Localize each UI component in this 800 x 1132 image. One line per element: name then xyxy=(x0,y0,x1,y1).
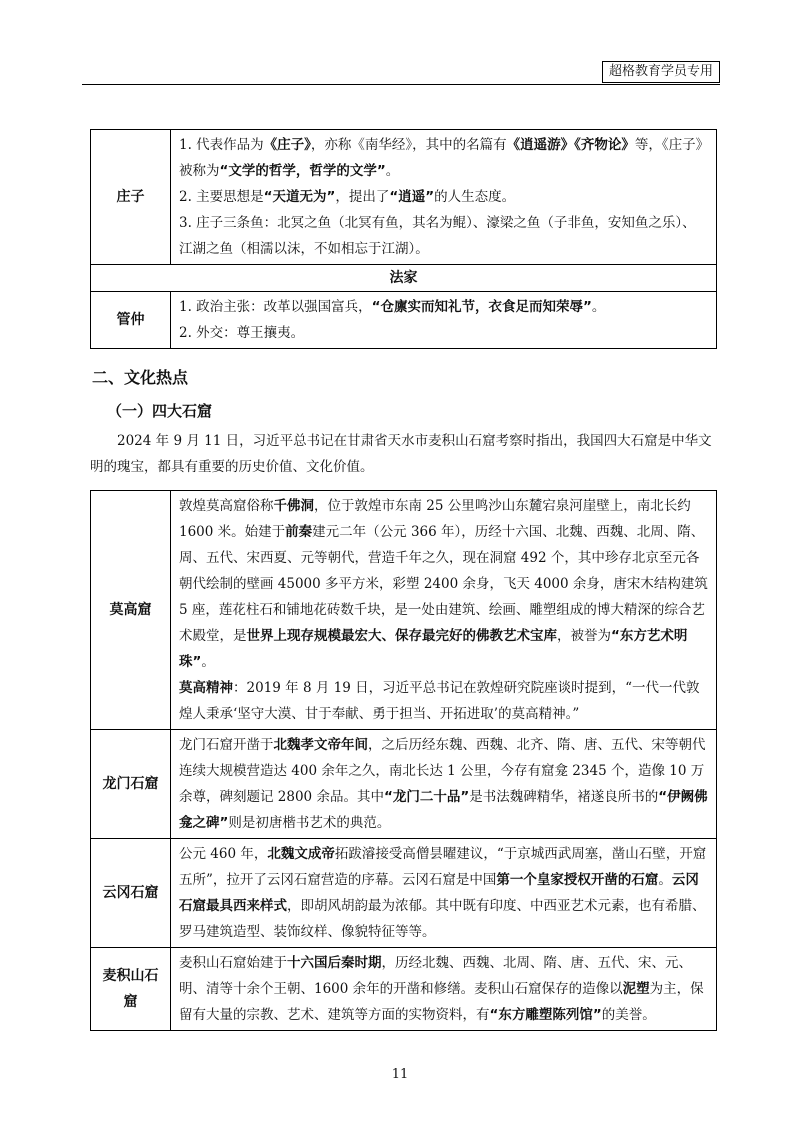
table-row xyxy=(91,292,717,349)
row-name-longmen: 龙门石窟 xyxy=(91,730,171,839)
row-name-zhuangzi: 庄子 xyxy=(91,130,171,265)
row-content-longmen: 龙门石窟开凿于北魏孝文帝年间，之后历经东魏、西魏、北齐、隋、唐、五代、宋等朝代连续大规模营造达 400 余年之久，南北长达 1 公里，今存有窟龛 2345 个，造像 10 万余尊，碑刻题记 2800 余品。其中“龙门二十品”是书法魏碑精华，褚遂良所书的“伊阙佛龛之碑”则是初唐楷书艺术的典范。 xyxy=(171,730,717,839)
table-row xyxy=(91,730,717,839)
section-row-fajia: 法家 xyxy=(91,265,717,292)
header-rule xyxy=(82,84,720,85)
row-name-maijishan: 麦积山石窟 xyxy=(91,948,171,1031)
header-label: 超格教育学员专用 xyxy=(602,61,720,83)
table-row xyxy=(91,491,717,730)
row-content-guanzhong: 1. 政治主张：改革以强国富兵，“仓廪实而知礼节，衣食足而知荣辱”。 2. 外交：尊王攘夷。 xyxy=(171,292,717,349)
row-content-maijishan: 麦积山石窟始建于十六国后秦时期，历经北魏、西魏、北周、隋、唐、五代、宋、元、明、清等十余个王朝、1600 余年的开凿和修缮。麦积山石窟保存的造像以泥塑为主，保留有大量的宗教、艺术、建筑等方面的实物资料，有“东方雕塑陈列馆”的美誉。 xyxy=(171,948,717,1031)
table-row xyxy=(91,265,717,292)
row-name-yungang: 云冈石窟 xyxy=(91,839,171,948)
row-content-yungang: 公元 460 年，北魏文成帝拓跋濬接受高僧昙曜建议，“于京城西武周塞，凿山石壁，开窟五所”，拉开了云冈石窟营造的序幕。云冈石窟是中国第一个皇家授权开凿的石窟。云冈石窟最具西来样式，即胡风胡韵最为浓郁。其中既有印度、中西亚艺术元素，也有希腊、罗马建筑造型、装饰纹样、像貌特征等等。 xyxy=(171,839,717,948)
row-name-guanzhong: 管仲 xyxy=(91,292,171,349)
philosophy-table xyxy=(90,129,717,349)
subsection-heading: （一）四大石窟 xyxy=(107,402,213,420)
row-content-zhuangzi: 1. 代表作品为《庄子》，亦称《南华经》，其中的名篇有《逍遥游》《齐物论》等，《庄子》被称为“文学的哲学，哲学的文学”。 2. 主要思想是“天道无为”，提出了“逍遥”的人生态度。 3. 庄子三条鱼：北冥之鱼（北冥有鱼，其名为鲲）、濠梁之鱼（子非鱼，安知鱼之乐）、江湖之鱼（相濡以沫，不如相忘于江湖）。 xyxy=(171,130,717,265)
section-heading: 二、文化热点 xyxy=(92,368,189,387)
page-number: 11 xyxy=(391,1067,409,1082)
table-row xyxy=(91,130,717,265)
table-row xyxy=(91,839,717,948)
intro-paragraph: 2024 年 9 月 11 日，习近平总书记在甘肃省天水市麦积山石窟考察时指出，我国四大石窟是中华文明的瑰宝，都具有重要的历史价值、文化价值。 xyxy=(90,433,712,475)
row-name-mogao: 莫高窟 xyxy=(91,491,171,730)
grottoes-table xyxy=(90,490,717,1031)
table-row xyxy=(91,948,717,1031)
row-content-mogao: 敦煌莫高窟俗称千佛洞，位于敦煌市东南 25 公里鸣沙山东麓宕泉河崖壁上，南北长约 1600 米。始建于前秦建元二年（公元 366 年），历经十六国、北魏、西魏、北周、隋、周、五代、宋西夏、元等朝代，营造千年之久，现在洞窟 492 个，其中珍存北京至元各朝代绘制的壁画 45000 多平方米，彩塑 2400 余身，飞天 4000 余身，唐宋木结构建筑 5 座，莲花柱石和铺地花砖数千块，是一处由建筑、绘画、雕塑组成的博大精深的综合艺术殿堂，是世界上现存规模最宏大、保存最完好的佛教艺术宝库，被誉为“东方艺术明珠”。 莫高精神：2019 年 8 月 19 日，习近平总书记在敦煌研究院座谈时提到，“一代一代敦煌人秉承‘坚守大漠、甘于奉献、勇于担当、开拓进取’的莫高精神。” xyxy=(171,491,717,730)
